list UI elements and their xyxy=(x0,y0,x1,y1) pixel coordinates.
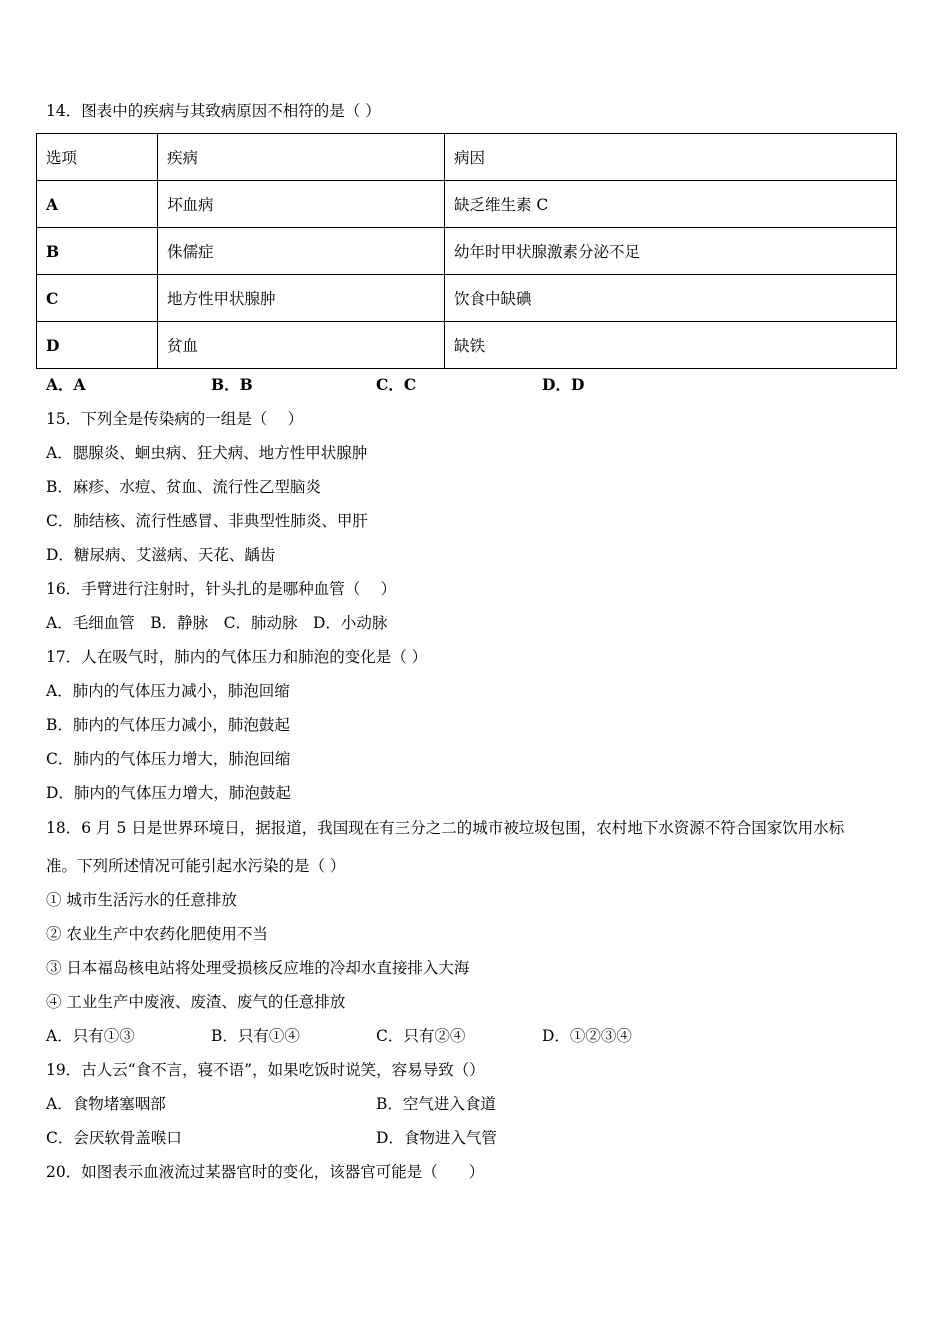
q18-item-4: ④ 工业生产中废液、废渣、废气的任意排放 xyxy=(46,993,346,1011)
q14-option-d: D．D xyxy=(542,375,585,394)
q17-option-d: D．肺内的气体压力增大，肺泡鼓起 xyxy=(46,784,291,802)
q15-option-c: C．肺结核、流行性感冒、非典型性肺炎、甲肝 xyxy=(46,512,368,530)
row-cause: 幼年时甲状腺激素分泌不足 xyxy=(445,228,897,275)
q14-option-c: C．C xyxy=(376,375,417,394)
q14-option-a: A．A xyxy=(46,375,86,394)
q15-option-d: D．糖尿病、艾滋病、天花、龋齿 xyxy=(46,546,276,564)
q19-option-d: D．食物进入气管 xyxy=(376,1129,497,1147)
table-row xyxy=(37,322,897,369)
row-disease: 贫血 xyxy=(158,322,445,369)
q17-stem: 17．人在吸气时，肺内的气体压力和肺泡的变化是（ ） xyxy=(46,648,428,666)
row-disease: 地方性甲状腺肿 xyxy=(158,275,445,322)
q15-option-b: B．麻疹、水痘、贫血、流行性乙型脑炎 xyxy=(46,478,321,496)
q19-option-a: A．食物堵塞咽部 xyxy=(46,1095,166,1113)
q17-option-b: B．肺内的气体压力减小，肺泡鼓起 xyxy=(46,716,290,734)
row-option: C xyxy=(37,275,158,322)
q14-option-b: B．B xyxy=(211,375,253,394)
row-cause: 饮食中缺碘 xyxy=(445,275,897,322)
q17-option-c: C．肺内的气体压力增大，肺泡回缩 xyxy=(46,750,291,768)
row-disease: 侏儒症 xyxy=(158,228,445,275)
q18-item-3: ③ 日本福岛核电站将处理受损核反应堆的冷却水直接排入大海 xyxy=(46,959,470,977)
q14-table xyxy=(36,133,897,369)
q15-option-a: A．腮腺炎、蛔虫病、狂犬病、地方性甲状腺肿 xyxy=(46,444,368,462)
row-disease: 坏血病 xyxy=(158,181,445,228)
q18-item-1: ① 城市生活污水的任意排放 xyxy=(46,891,237,909)
table-row xyxy=(37,275,897,322)
q16-options: A．毛细血管 B．静脉 C．肺动脉 D．小动脉 xyxy=(46,614,388,632)
q18-option-a: A．只有①③ xyxy=(46,1027,135,1045)
q17-option-a: A．肺内的气体压力减小，肺泡回缩 xyxy=(46,682,290,700)
q14-stem: 14．图表中的疾病与其致病原因不相符的是（ ） xyxy=(46,102,381,120)
q19-stem: 19．古人云“食不言，寝不语”，如果吃饭时说笑，容易导致（） xyxy=(46,1061,485,1079)
header-cell-disease: 疾病 xyxy=(158,134,445,181)
header-cell-cause: 病因 xyxy=(445,134,897,181)
q16-stem: 16．手臂进行注射时，针头扎的是哪种血管（ ） xyxy=(46,580,397,598)
row-cause: 缺乏维生素 C xyxy=(445,181,897,228)
table-row xyxy=(37,228,897,275)
q18-option-b: B．只有①④ xyxy=(211,1027,300,1045)
row-option: D xyxy=(37,322,158,369)
table-row xyxy=(37,181,897,228)
q15-stem: 15．下列全是传染病的一组是（ ） xyxy=(46,410,304,428)
q18-item-2: ② 农业生产中农药化肥使用不当 xyxy=(46,925,268,943)
q18-option-c: C．只有②④ xyxy=(376,1027,466,1045)
q19-option-b: B．空气进入食道 xyxy=(376,1095,496,1113)
row-option: A xyxy=(37,181,158,228)
q18-stem-line1: 18．6 月 5 日是世界环境日，据报道，我国现在有三分之二的城市被垃圾包围，农村地下水资源不符合国家饮用水标 xyxy=(46,819,845,837)
q18-option-d: D．①②③④ xyxy=(542,1027,632,1045)
q20-stem: 20．如图表示血液流过某器官时的变化，该器官可能是（ ） xyxy=(46,1163,485,1181)
row-option: B xyxy=(37,228,158,275)
table-header-row xyxy=(37,134,897,181)
row-cause: 缺铁 xyxy=(445,322,897,369)
q19-option-c: C．会厌软骨盖喉口 xyxy=(46,1129,182,1147)
header-cell-option: 选项 xyxy=(37,134,158,181)
q18-stem-line2: 准。下列所述情况可能引起水污染的是（ ） xyxy=(46,857,346,875)
